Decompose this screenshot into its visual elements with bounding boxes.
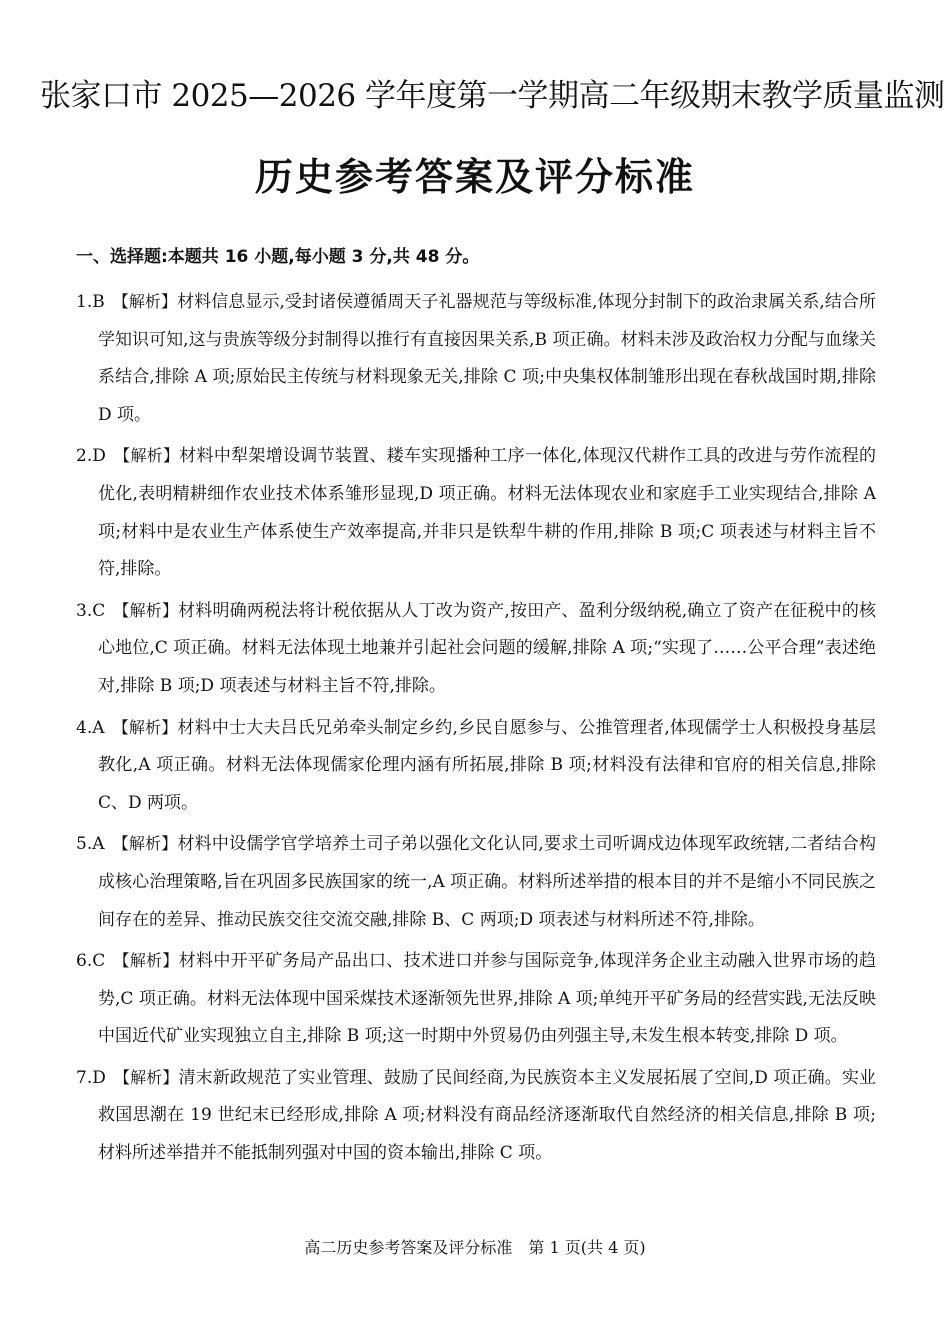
analysis-text: 材料中开平矿务局产品出口、技术进口并参与国际竞争,体现洋务企业主动融入世界市场的趋势,C 项正确。材料无法体现中国采煤技术逐渐领先世界,排除 A 项;单纯开平矿务局的经营实践,无法反映中国近代矿业实现独立自主,排除 B 项;这一时期中外贸易仍由列强主导,未发生根本转变,排除 D 项。 xyxy=(98,951,876,1047)
analysis-text: 材料中士大夫吕氏兄弟牵头制定乡约,乡民自愿参与、公推管理者,体现儒学士人积极投身基层教化,A 项正确。材料无法体现儒家伦理内涵有所拓展,排除 B 项;材料没有法律和官府的相关信息,排除 C、D 两项。 xyxy=(98,717,876,813)
document-subtitle: 历史参考答案及评分标准 xyxy=(254,155,695,199)
answer-number: 3. xyxy=(76,600,93,621)
answer-item-5 xyxy=(76,825,876,939)
analysis-tag: 【解析】 xyxy=(113,446,180,466)
answer-number: 2. xyxy=(76,446,93,467)
analysis-text: 清末新政规范了实业管理、鼓励了民间经商,为民族资本主义发展拓展了空间,D 项正确。实业救国思潮在 19 世纪末已经形成,排除 A 项;材料没有商品经济逐渐取代自然经济的相关信息,排除 B 项;材料所述举措并不能抵制列强对中国的资本输出,排除 C 项。 xyxy=(98,1067,876,1164)
answer-number: 6. xyxy=(76,951,93,972)
analysis-text: 材料中设儒学官学培养土司子弟以强化文化认同,要求土司听调戍边体现军政统辖,二者结合构成核心治理策略,旨在巩固多民族国家的统一,A 项正确。材料所述举措的根本目的并不是缩小不同民族之间存在的差异、推动民族交往交流交融,排除 B、C 两项;D 项表述与材料所述不符,排除。 xyxy=(98,834,876,930)
analysis-text: 材料明确两税法将计税依据从人丁改为资产,按田产、盈利分级纳税,确立了资产在征税中的核心地位,C 项正确。材料无法体现土地兼并引起社会问题的缓解,排除 A 项;“实现了……公平合理”表述绝对,排除 B 项;D 项表述与材料主旨不符,排除。 xyxy=(98,600,876,696)
answer-number: 7. xyxy=(76,1067,93,1088)
answer-item-4 xyxy=(76,709,876,823)
analysis-tag: 【解析】 xyxy=(113,600,179,620)
answer-item-3 xyxy=(76,592,876,706)
page-footer: 高二历史参考答案及评分标准 第 1 页(共 4 页) xyxy=(304,1238,646,1257)
analysis-text: 材料信息显示,受封诸侯遵循周天子礼器规范与等级标准,体现分封制下的政治隶属关系,结合所学知识可知,这与贵族等级分封制得以推行有直接因果关系,B 项正确。材料未涉及政治权力分配与血缘关系结合,排除 A 项;原始民主传统与材料现象无关,排除 C 项;中央集权体制雏形出现在春秋战国时期,排除 D 项。 xyxy=(98,292,876,425)
section-heading: 一、选择题:本题共 16 小题,每小题 3 分,共 48 分。 xyxy=(76,247,480,267)
answer-item-7 xyxy=(76,1059,876,1173)
answer-number: 4. xyxy=(76,717,93,738)
analysis-tag: 【解析】 xyxy=(112,834,178,854)
exam-title: 张家口市 2025—2026 学年度第一学期高二年级期末教学质量监测 xyxy=(40,78,945,114)
answer-choice: D xyxy=(92,446,106,467)
answer-number: 1. xyxy=(76,292,93,312)
analysis-text: 材料中犁架增设调节装置、耧车实现播种工序一体化,体现汉代耕作工具的改进与劳作流程的优化,表明精耕细作农业技术体系雏形显现,D 项正确。材料无法体现农业和家庭手工业实现结合,排除 A 项;材料中是农业生产体系使生产效率提高,并非只是铁犁牛耕的作用,排除 B 项;C 项表述与材料主旨不符,排除。 xyxy=(98,446,876,580)
analysis-tag: 【解析】 xyxy=(113,951,179,971)
analysis-tag: 【解析】 xyxy=(112,292,178,311)
answer-item-1 xyxy=(76,283,876,434)
analysis-tag: 【解析】 xyxy=(113,1067,179,1087)
answer-item-2 xyxy=(76,437,876,588)
answer-choice: C xyxy=(92,600,106,621)
analysis-tag: 【解析】 xyxy=(112,717,178,737)
answer-list xyxy=(76,283,876,1176)
answer-choice: C xyxy=(92,951,106,972)
answer-choice: D xyxy=(92,1067,106,1088)
answer-item-6 xyxy=(76,942,876,1056)
answer-number: 5. xyxy=(76,834,93,855)
answer-choice: B xyxy=(92,292,105,312)
answer-choice: A xyxy=(92,717,105,738)
answer-choice: A xyxy=(92,834,105,855)
